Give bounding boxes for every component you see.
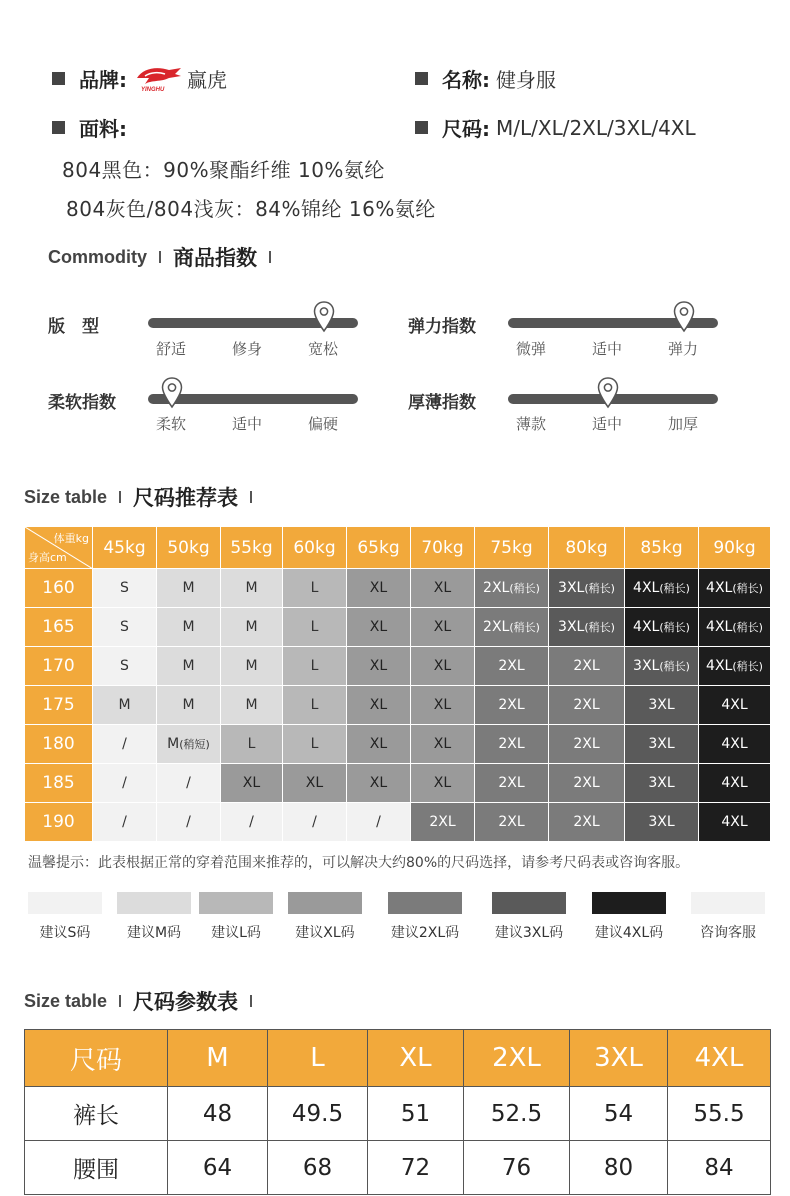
size-cell-value: 3XL — [648, 736, 675, 752]
size-cell-value: 2XL — [483, 580, 510, 596]
material-line-black: 804黑色：90%聚酯纤维 10%氨纶 — [62, 158, 385, 182]
heading-divider — [119, 491, 121, 503]
param-row-label: 腰围 — [25, 1141, 168, 1195]
corner-weight-label: 体重kg — [53, 532, 89, 545]
param-value-cell: 51 — [368, 1087, 464, 1141]
size-cell-note: (稍长) — [584, 582, 615, 595]
size-cell-value: M — [182, 619, 195, 635]
size-cell-value: 4XL — [721, 775, 748, 791]
size-cell — [93, 569, 157, 608]
height-header: 170 — [25, 647, 93, 686]
legend-label: 咨询客服 — [700, 925, 756, 941]
size-cell-value: XL — [242, 775, 261, 791]
param-header-cell: L — [268, 1030, 368, 1087]
legend-label: 建议3XL码 — [494, 925, 564, 941]
size-cell-value: M — [245, 619, 258, 635]
size-cell — [475, 647, 549, 686]
bullet-square — [415, 72, 428, 85]
size-cell-value: L — [310, 658, 319, 674]
size-cell — [475, 686, 549, 725]
legend-label: 建议4XL码 — [594, 925, 664, 941]
size-cell — [347, 608, 411, 647]
size-cell — [93, 608, 157, 647]
index-name: 厚薄指数 — [408, 393, 476, 413]
size-table-heading — [24, 482, 264, 512]
size-cell-value: 3XL — [648, 697, 675, 713]
index-scale-label: 宽松 — [308, 340, 339, 358]
size-cell-value: XL — [305, 775, 324, 791]
size-cell — [699, 569, 771, 608]
size-cell-value: 3XL — [633, 658, 660, 674]
size-cell — [411, 569, 475, 608]
size-cell-value: / — [186, 775, 191, 791]
size-cell-value: 2XL — [573, 697, 600, 713]
size-cell-value: 2XL — [573, 775, 600, 791]
size-cell-value: XL — [433, 736, 452, 752]
location-pin-icon — [161, 377, 183, 409]
size-cell-value: 3XL — [648, 814, 675, 830]
size-cell — [221, 764, 283, 803]
size-cell — [549, 608, 625, 647]
size-cell — [549, 803, 625, 842]
weight-header: 70kg — [411, 527, 475, 569]
size-cell-value: 4XL — [721, 736, 748, 752]
bullet-square — [52, 72, 65, 85]
size-cell-note: (稍长) — [732, 621, 763, 634]
size-cell-value: M — [118, 697, 131, 713]
size-cell-value: M — [167, 736, 180, 752]
size-cell-value: 2XL — [498, 775, 525, 791]
legend-label: 建议L码 — [211, 925, 261, 941]
size-cell-value: 2XL — [573, 814, 600, 830]
size-cell-value: XL — [369, 697, 388, 713]
legend-swatch — [388, 892, 462, 914]
heading-divider — [250, 491, 252, 503]
size-cell-value: XL — [369, 775, 388, 791]
legend-swatch — [592, 892, 666, 914]
legend-swatch — [28, 892, 102, 914]
table-row — [25, 647, 771, 686]
height-header: 165 — [25, 608, 93, 647]
size-cell-value: 3XL — [648, 775, 675, 791]
size-cell — [347, 764, 411, 803]
size-cell-value: XL — [433, 580, 452, 596]
size-recommendation-table — [24, 526, 771, 842]
size-cell-value: XL — [433, 775, 452, 791]
index-scale-label: 微弹 — [516, 340, 547, 358]
legend-swatch — [492, 892, 566, 914]
param-value-cell: 54 — [570, 1087, 668, 1141]
index-scale-label: 偏硬 — [308, 415, 339, 433]
size-cell — [625, 608, 699, 647]
weight-header: 90kg — [699, 527, 771, 569]
weight-header: 65kg — [347, 527, 411, 569]
size-cell-note: (稍长) — [509, 621, 540, 634]
size-cell — [699, 686, 771, 725]
size-cell-value: 4XL — [633, 580, 660, 596]
size-cell-value: S — [120, 580, 129, 596]
size-cell — [549, 764, 625, 803]
size-parameter-table — [24, 1029, 771, 1195]
size-cell-value: M — [245, 697, 258, 713]
size-cell-value: 2XL — [498, 658, 525, 674]
size-cell — [93, 647, 157, 686]
legend-swatch — [117, 892, 191, 914]
size-cell-note: (稍长) — [659, 582, 690, 595]
size-cell-note: (稍长) — [659, 621, 690, 634]
size-cell-value: 3XL — [558, 580, 585, 596]
size-cell — [221, 608, 283, 647]
size-cell-value: / — [122, 775, 127, 791]
size-table-heading-zh: 尺码推荐表 — [133, 486, 239, 510]
size-cell — [411, 764, 475, 803]
size-cell — [221, 686, 283, 725]
weight-header: 45kg — [93, 527, 157, 569]
size-cell — [625, 647, 699, 686]
index-name: 版 型 — [48, 317, 99, 337]
heading-divider — [159, 251, 161, 263]
size-cell — [625, 686, 699, 725]
size-cell-value: 4XL — [706, 619, 733, 635]
size-cell-value: L — [247, 736, 256, 752]
legend-item — [490, 892, 568, 942]
size-cell-value: XL — [433, 658, 452, 674]
size-cell-value: M — [182, 658, 195, 674]
legend-item — [689, 892, 767, 942]
param-header-cell: 3XL — [570, 1030, 668, 1087]
size-cell — [221, 803, 283, 842]
size-cell — [283, 803, 347, 842]
size-cell-note: (稍长) — [732, 660, 763, 673]
table-row — [25, 569, 771, 608]
size-cell-value: M — [245, 658, 258, 674]
size-cell-value: S — [120, 619, 129, 635]
size-cell-note: (稍长) — [584, 621, 615, 634]
bullet-square — [415, 121, 428, 134]
param-table-heading-en: Size table — [24, 990, 108, 1011]
index-scale-label: 修身 — [232, 340, 263, 358]
weight-header: 85kg — [625, 527, 699, 569]
height-header: 160 — [25, 569, 93, 608]
legend-item — [115, 892, 193, 942]
legend-item — [386, 892, 464, 942]
weight-header: 80kg — [549, 527, 625, 569]
size-cell-value: M — [182, 580, 195, 596]
heading-divider — [119, 995, 121, 1007]
size-cell — [549, 569, 625, 608]
name-key: 名称: — [442, 68, 490, 92]
size-cell — [157, 569, 221, 608]
size-cell — [283, 569, 347, 608]
size-cell-note: (稍短) — [179, 738, 210, 751]
index-name: 柔软指数 — [48, 393, 116, 413]
table-row — [25, 803, 771, 842]
size-cell — [283, 647, 347, 686]
size-cell — [347, 647, 411, 686]
location-pin-icon — [313, 301, 335, 333]
size-cell-value: 2XL — [573, 736, 600, 752]
commodity-heading — [48, 242, 283, 272]
size-cell-note: (稍长) — [509, 582, 540, 595]
legend-swatch — [691, 892, 765, 914]
size-cell — [699, 725, 771, 764]
brand-logo-text: YINGHU — [141, 86, 165, 92]
size-cell — [93, 803, 157, 842]
size-cell-value: 2XL — [483, 619, 510, 635]
brand-key: 品牌: — [79, 68, 127, 92]
brand-logo — [135, 66, 183, 92]
size-cell-value: L — [310, 580, 319, 596]
heading-divider — [250, 995, 252, 1007]
size-cell-value: / — [249, 814, 254, 830]
param-value-cell: 68 — [268, 1141, 368, 1195]
index-name: 弹力指数 — [408, 317, 476, 337]
size-cell — [475, 608, 549, 647]
size-cell-value: 2XL — [498, 697, 525, 713]
size-cell — [157, 725, 221, 764]
param-value-cell: 48 — [168, 1087, 268, 1141]
size-cell-value: 4XL — [721, 697, 748, 713]
size-cell — [157, 764, 221, 803]
size-cell — [625, 764, 699, 803]
size-cell — [625, 803, 699, 842]
param-header-cell: M — [168, 1030, 268, 1087]
param-header-cell: XL — [368, 1030, 464, 1087]
size-cell-value: / — [122, 814, 127, 830]
size-cell — [347, 686, 411, 725]
size-cell-value: 2XL — [573, 658, 600, 674]
size-cell-value: XL — [369, 619, 388, 635]
size-value: M/L/XL/2XL/3XL/4XL — [496, 115, 696, 140]
size-cell — [93, 725, 157, 764]
size-cell — [549, 647, 625, 686]
size-cell — [625, 569, 699, 608]
size-cell — [157, 803, 221, 842]
height-header: 175 — [25, 686, 93, 725]
height-header: 190 — [25, 803, 93, 842]
size-cell-value: / — [186, 814, 191, 830]
param-table-heading-zh: 尺码参数表 — [133, 990, 239, 1014]
brand-row — [52, 64, 227, 93]
size-cell — [93, 686, 157, 725]
size-cell-value: XL — [433, 619, 452, 635]
size-table-heading-en: Size table — [24, 486, 108, 507]
name-row — [415, 64, 556, 93]
height-header: 180 — [25, 725, 93, 764]
table-row — [25, 608, 771, 647]
heading-divider — [269, 251, 271, 263]
size-cell — [411, 608, 475, 647]
index-scale-label: 适中 — [232, 415, 263, 433]
tip-text: 温馨提示：此表根据正常的穿着范围来推荐的，可以解决大约80%的尺码选择，请参考尺码表或咨询客服。 — [28, 855, 690, 871]
size-row — [415, 113, 696, 142]
param-header-cell: 2XL — [464, 1030, 570, 1087]
size-cell — [93, 764, 157, 803]
param-header-cell: 尺码 — [25, 1030, 168, 1087]
legend-label: 建议XL码 — [295, 925, 355, 941]
weight-header: 75kg — [475, 527, 549, 569]
size-cell-value: 2XL — [498, 814, 525, 830]
size-cell — [221, 647, 283, 686]
size-cell-value: S — [120, 658, 129, 674]
param-value-cell: 80 — [570, 1141, 668, 1195]
param-value-cell: 76 — [464, 1141, 570, 1195]
param-value-cell: 84 — [668, 1141, 771, 1195]
size-cell-value: M — [245, 580, 258, 596]
param-value-cell: 64 — [168, 1141, 268, 1195]
table-row — [25, 686, 771, 725]
legend-swatch — [288, 892, 362, 914]
weight-header: 55kg — [221, 527, 283, 569]
weight-header: 60kg — [283, 527, 347, 569]
legend-label: 建议S码 — [39, 925, 91, 941]
legend-item — [590, 892, 668, 942]
corner-height-label: 身高cm — [28, 551, 67, 564]
size-cell-note: (稍长) — [659, 660, 690, 673]
table-row — [25, 764, 771, 803]
legend-item — [286, 892, 364, 942]
legend-label: 建议M码 — [126, 925, 182, 941]
size-cell — [157, 608, 221, 647]
index-scale-label: 加厚 — [668, 415, 699, 433]
param-table-heading — [24, 986, 264, 1016]
bullet-square — [52, 121, 65, 134]
size-cell — [475, 725, 549, 764]
param-value-cell: 49.5 — [268, 1087, 368, 1141]
size-cell — [347, 803, 411, 842]
size-cell — [221, 569, 283, 608]
size-cell — [699, 647, 771, 686]
fabric-key: 面料: — [79, 117, 127, 141]
size-cell — [221, 725, 283, 764]
commodity-heading-zh: 商品指数 — [173, 246, 257, 270]
size-cell — [475, 803, 549, 842]
size-cell — [283, 764, 347, 803]
size-cell — [475, 764, 549, 803]
legend-item — [197, 892, 275, 942]
size-cell-value: XL — [369, 736, 388, 752]
fabric-row — [52, 113, 127, 142]
size-cell — [699, 764, 771, 803]
size-cell — [157, 686, 221, 725]
size-cell — [411, 686, 475, 725]
location-pin-icon — [673, 301, 695, 333]
size-cell-value: 4XL — [706, 658, 733, 674]
size-cell — [411, 725, 475, 764]
size-cell — [699, 803, 771, 842]
size-cell — [699, 608, 771, 647]
size-cell — [625, 725, 699, 764]
size-cell-value: 3XL — [558, 619, 585, 635]
weight-header: 50kg — [157, 527, 221, 569]
legend-label: 建议2XL码 — [390, 925, 460, 941]
size-cell-value: XL — [369, 580, 388, 596]
size-cell-value: / — [122, 736, 127, 752]
legend-swatch — [199, 892, 273, 914]
size-cell — [347, 569, 411, 608]
size-cell-note: (稍长) — [732, 582, 763, 595]
size-cell — [549, 686, 625, 725]
index-scale-label: 薄款 — [516, 415, 547, 433]
param-value-cell: 52.5 — [464, 1087, 570, 1141]
table-row — [25, 1141, 771, 1195]
size-cell — [549, 725, 625, 764]
table-row — [25, 725, 771, 764]
size-cell-value: 4XL — [706, 580, 733, 596]
param-value-cell: 55.5 — [668, 1087, 771, 1141]
size-cell-value: 2XL — [429, 814, 456, 830]
param-header-cell: 4XL — [668, 1030, 771, 1087]
size-cell-value: 2XL — [498, 736, 525, 752]
size-cell — [283, 608, 347, 647]
material-line-gray: 804灰色/804浅灰：84%锦纶 16%氨纶 — [66, 197, 436, 221]
index-scale-label: 柔软 — [156, 415, 187, 433]
size-cell-value: L — [310, 619, 319, 635]
param-value-cell: 72 — [368, 1141, 464, 1195]
size-cell-value: M — [182, 697, 195, 713]
size-cell — [475, 569, 549, 608]
size-cell-value: 4XL — [721, 814, 748, 830]
index-scale-label: 弹力 — [668, 340, 699, 358]
size-cell-value: L — [310, 697, 319, 713]
index-scale-label: 适中 — [592, 340, 623, 358]
size-cell — [157, 647, 221, 686]
size-cell-value: L — [310, 736, 319, 752]
size-cell — [283, 686, 347, 725]
size-cell-value: 4XL — [633, 619, 660, 635]
size-cell — [283, 725, 347, 764]
table-corner — [25, 527, 93, 569]
size-key: 尺码: — [442, 117, 490, 141]
size-cell — [411, 803, 475, 842]
commodity-heading-en: Commodity — [48, 246, 147, 267]
index-scale-label: 舒适 — [156, 340, 187, 358]
height-header: 185 — [25, 764, 93, 803]
name-value: 健身服 — [496, 68, 556, 92]
size-cell — [347, 725, 411, 764]
size-cell-value: / — [312, 814, 317, 830]
size-cell-value: XL — [369, 658, 388, 674]
brand-value: 赢虎 — [187, 68, 227, 92]
legend-item — [26, 892, 104, 942]
param-row-label: 裤长 — [25, 1087, 168, 1141]
size-cell-value: XL — [433, 697, 452, 713]
size-cell — [411, 647, 475, 686]
location-pin-icon — [597, 377, 619, 409]
table-row — [25, 1087, 771, 1141]
index-scale-label: 适中 — [592, 415, 623, 433]
size-cell-value: / — [376, 814, 381, 830]
